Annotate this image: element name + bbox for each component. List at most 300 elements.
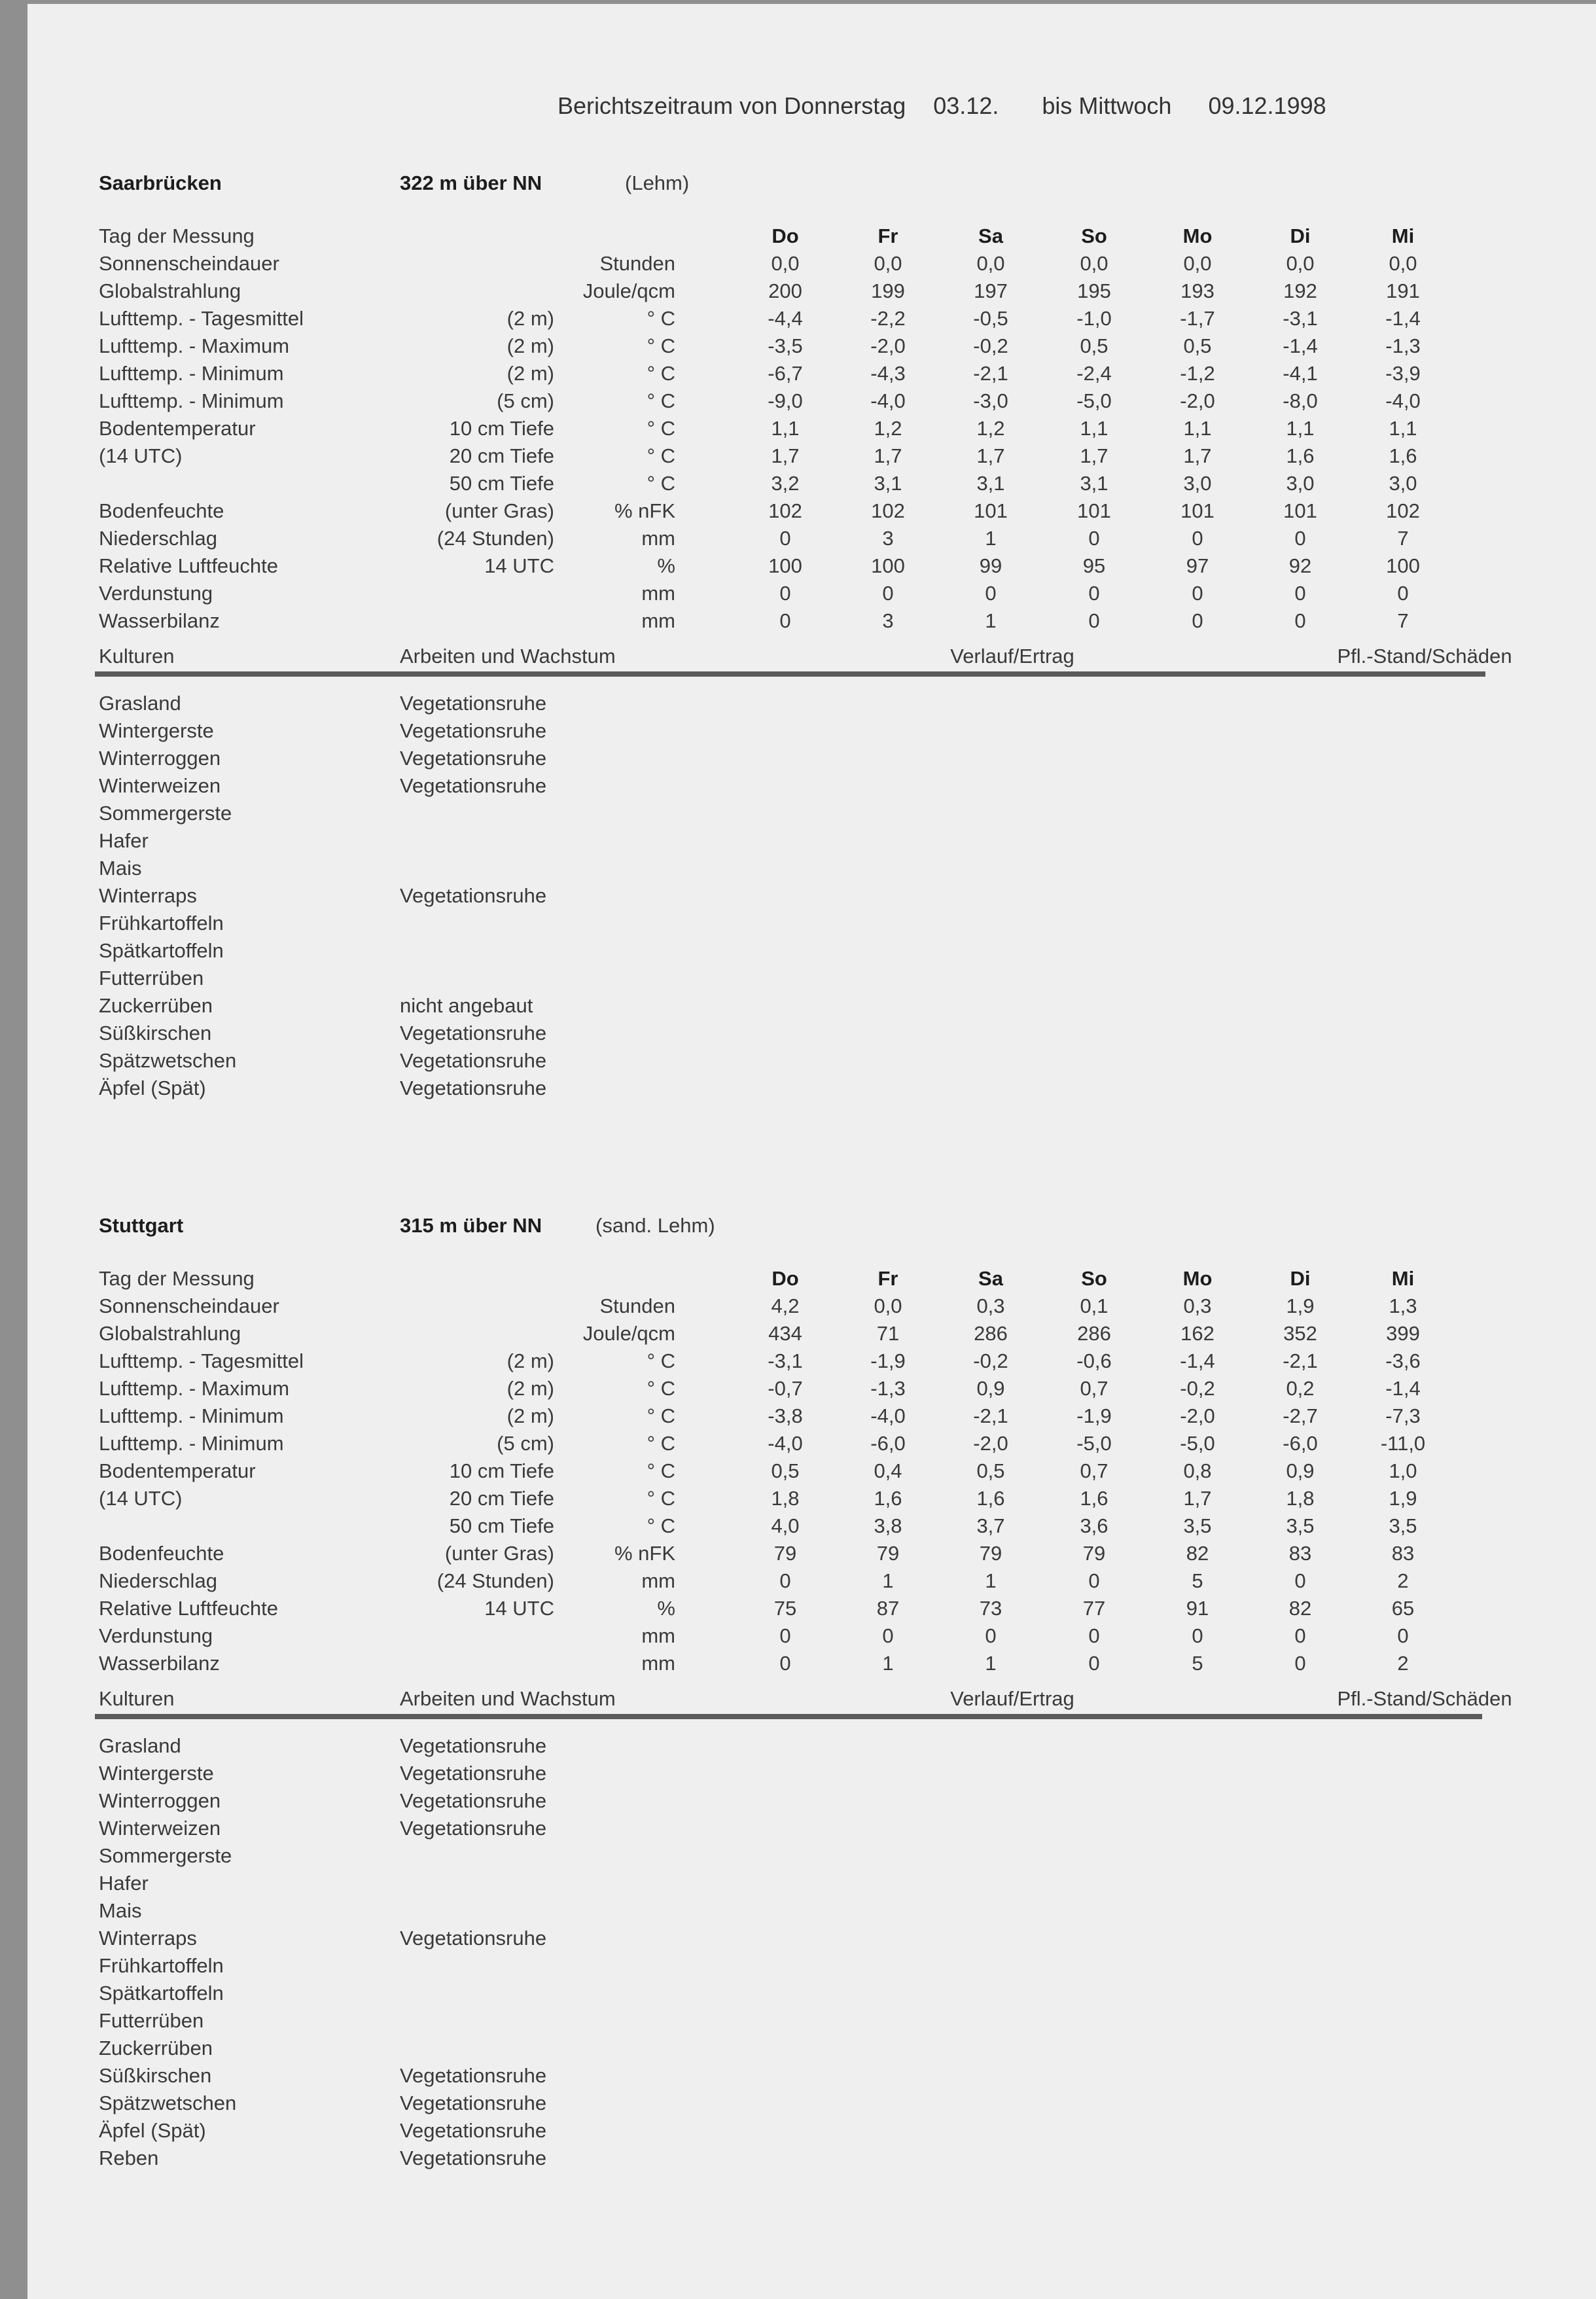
measurement-label: Relative Luftfeuchte — [99, 554, 279, 577]
measurement-qualifier: 50 cm Tiefe — [449, 472, 554, 495]
measurement-label: Niederschlag — [99, 1569, 217, 1592]
value-do: 0 — [779, 1569, 791, 1592]
value-mo: -0,2 — [1180, 1377, 1215, 1400]
crop-status: Vegetationsruhe — [400, 1927, 547, 1950]
measurement-unit: ° C — [647, 1432, 675, 1455]
crop-row — [27, 827, 1596, 855]
value-mo: 101 — [1180, 499, 1215, 522]
value-do: 0 — [779, 582, 791, 605]
measurement-label: Globalstrahlung — [99, 279, 241, 302]
crop-name: Zuckerrüben — [99, 994, 213, 1017]
crop-status: Vegetationsruhe — [400, 692, 547, 715]
value-do: -4,0 — [768, 1432, 803, 1455]
crop-row — [27, 1815, 1596, 1842]
value-di: 92 — [1288, 554, 1312, 577]
measurement-unit: ° C — [647, 1487, 675, 1510]
crop-status: Vegetationsruhe — [400, 719, 547, 742]
value-sa: 197 — [974, 279, 1008, 302]
measurement-qualifier: (5 cm) — [497, 389, 554, 412]
value-so: 195 — [1077, 279, 1111, 302]
value-mi: 2 — [1397, 1652, 1409, 1675]
crop-row — [27, 800, 1596, 827]
measurement-row — [27, 1402, 1596, 1430]
measurement-qualifier: 20 cm Tiefe — [449, 1487, 554, 1510]
measurement-label: Globalstrahlung — [99, 1322, 241, 1345]
value-mi: 0 — [1397, 582, 1409, 605]
crop-name: Spätzwetschen — [99, 1049, 237, 1072]
measurement-qualifier: 10 cm Tiefe — [449, 1459, 554, 1482]
measurement-unit: ° C — [647, 1349, 675, 1372]
measurement-qualifier: (unter Gras) — [444, 499, 554, 522]
measurement-row — [27, 1622, 1596, 1650]
value-mo: -2,0 — [1180, 389, 1215, 412]
kulturen-col-yield: Verlauf/Ertrag — [950, 645, 1074, 668]
crop-row — [27, 1952, 1596, 1980]
value-mi: 0 — [1397, 1624, 1409, 1647]
measurement-label: Lufttemp. - Minimum — [99, 389, 284, 412]
measurement-row — [27, 1567, 1596, 1595]
crop-name: Äpfel (Spät) — [99, 1077, 206, 1099]
value-do: -4,4 — [768, 307, 803, 330]
period-mid: bis Mittwoch — [1042, 92, 1172, 119]
value-so: 0,1 — [1080, 1294, 1108, 1317]
measurement-row — [27, 552, 1596, 580]
value-mo: 3,5 — [1183, 1514, 1212, 1537]
value-mo: 0,5 — [1183, 334, 1212, 357]
crop-status: Vegetationsruhe — [400, 1817, 547, 1840]
value-mo: 0,8 — [1183, 1459, 1212, 1482]
crop-name: Wintergerste — [99, 719, 214, 742]
value-so: 79 — [1082, 1542, 1106, 1565]
day-header-di: Di — [1290, 224, 1311, 247]
crop-row — [27, 1787, 1596, 1815]
value-mo: 162 — [1180, 1322, 1215, 1345]
value-fr: -4,0 — [870, 1404, 906, 1427]
value-do: 1,7 — [771, 444, 800, 467]
value-mi: 0,0 — [1389, 252, 1417, 275]
kulturen-divider — [95, 1714, 1482, 1719]
measurement-label: Bodentemperatur — [99, 1459, 256, 1482]
crop-row — [27, 1870, 1596, 1897]
value-so: 1,6 — [1080, 1487, 1108, 1510]
kulturen-col-crops: Kulturen — [99, 1687, 175, 1710]
value-so: 0,0 — [1080, 252, 1108, 275]
value-di: 0 — [1294, 527, 1306, 550]
value-mo: 5 — [1192, 1569, 1203, 1592]
value-do: 0,0 — [771, 252, 800, 275]
crop-name: Spätkartoffeln — [99, 1982, 224, 2005]
measurement-label: Bodentemperatur — [99, 417, 256, 440]
value-do: -6,7 — [768, 362, 803, 385]
value-mi: 1,3 — [1389, 1294, 1417, 1317]
kulturen-col-crops: Kulturen — [99, 645, 175, 668]
measurement-qualifier: (24 Stunden) — [436, 1569, 554, 1592]
value-so: 0,7 — [1080, 1459, 1108, 1482]
value-sa: 3,7 — [976, 1514, 1005, 1537]
value-sa: 286 — [974, 1322, 1008, 1345]
crop-row — [27, 1842, 1596, 1870]
crop-row — [27, 1760, 1596, 1787]
measurement-row — [27, 1375, 1596, 1402]
kulturen-col-yield: Verlauf/Ertrag — [950, 1687, 1074, 1710]
value-di: 192 — [1283, 279, 1317, 302]
crop-row — [27, 2007, 1596, 2035]
value-do: 0 — [779, 609, 791, 632]
value-fr: -6,0 — [870, 1432, 906, 1455]
crop-row — [27, 882, 1596, 910]
measurement-unit: % — [657, 554, 675, 577]
measurement-unit: Stunden — [599, 252, 675, 275]
value-so: 286 — [1077, 1322, 1111, 1345]
value-mo: 5 — [1192, 1652, 1203, 1675]
value-fr: 3,8 — [874, 1514, 902, 1537]
value-fr: 199 — [871, 279, 905, 302]
measurement-label: Lufttemp. - Minimum — [99, 1404, 284, 1427]
measurement-label: Lufttemp. - Tagesmittel — [99, 1349, 304, 1372]
value-do: -0,7 — [768, 1377, 803, 1400]
value-di: -3,1 — [1283, 307, 1318, 330]
day-header-sa: Sa — [978, 1267, 1003, 1290]
crop-status: Vegetationsruhe — [400, 2147, 547, 2169]
value-mi: 102 — [1386, 499, 1420, 522]
crop-row — [27, 772, 1596, 800]
measurement-qualifier: (2 m) — [506, 1404, 554, 1427]
crop-row — [27, 910, 1596, 937]
crop-row — [27, 1047, 1596, 1075]
crop-status: Vegetationsruhe — [400, 2064, 547, 2087]
value-so: -1,0 — [1076, 307, 1112, 330]
value-so: 95 — [1082, 554, 1106, 577]
measurement-row — [27, 1320, 1596, 1347]
measurement-row — [27, 442, 1596, 470]
crop-row — [27, 1897, 1596, 1925]
measurement-row — [27, 497, 1596, 525]
value-mo: 0 — [1192, 609, 1203, 632]
kulturen-header — [27, 1685, 1596, 1713]
crop-name: Wintergerste — [99, 1762, 214, 1785]
value-mi: 83 — [1391, 1542, 1415, 1565]
crop-row — [27, 690, 1596, 717]
value-sa: -2,0 — [973, 1432, 1008, 1455]
day-label: Tag der Messung — [99, 224, 255, 247]
value-di: 0 — [1294, 1569, 1306, 1592]
measurement-row — [27, 305, 1596, 332]
kulturen-col-damage: Pfl.-Stand/Schäden — [1337, 1687, 1512, 1710]
value-mo: 1,7 — [1183, 1487, 1212, 1510]
day-header-do: Do — [771, 1267, 799, 1290]
value-mi: -3,9 — [1385, 362, 1421, 385]
value-mo: 82 — [1186, 1542, 1209, 1565]
measurement-unit: mm — [641, 582, 675, 605]
crop-name: Winterroggen — [99, 747, 221, 770]
value-mi: 3,0 — [1389, 472, 1417, 495]
crop-status: Vegetationsruhe — [400, 747, 547, 770]
value-di: 0 — [1294, 582, 1306, 605]
value-fr: -4,0 — [870, 389, 906, 412]
crop-status: Vegetationsruhe — [400, 1077, 547, 1099]
measurement-label: Verdunstung — [99, 1624, 213, 1647]
day-label: Tag der Messung — [99, 1267, 255, 1290]
value-mo: -5,0 — [1180, 1432, 1215, 1455]
crop-row — [27, 1732, 1596, 1760]
day-header-so: So — [1081, 1267, 1107, 1290]
crop-row — [27, 1020, 1596, 1047]
value-fr: 0,0 — [874, 252, 902, 275]
value-sa: -0,5 — [973, 307, 1008, 330]
value-so: 3,1 — [1080, 472, 1108, 495]
station-soil: (sand. Lehm) — [595, 1214, 715, 1237]
value-sa: 0,9 — [976, 1377, 1005, 1400]
measurement-label: (14 UTC) — [99, 1487, 183, 1510]
value-do: 100 — [768, 554, 802, 577]
crop-name: Hafer — [99, 829, 149, 852]
measurement-unit: ° C — [647, 389, 675, 412]
station-soil: (Lehm) — [625, 171, 690, 194]
value-do: -3,5 — [768, 334, 803, 357]
value-mi: 7 — [1397, 609, 1409, 632]
measurement-qualifier: 14 UTC — [484, 1597, 554, 1620]
value-fr: 100 — [871, 554, 905, 577]
measurement-label: Lufttemp. - Maximum — [99, 334, 290, 357]
measurement-row — [27, 1292, 1596, 1320]
measurement-label: Bodenfeuchte — [99, 1542, 224, 1565]
measurement-qualifier: (5 cm) — [497, 1432, 554, 1455]
value-do: 4,0 — [771, 1514, 800, 1537]
crop-row — [27, 2035, 1596, 2062]
value-mi: 65 — [1391, 1597, 1415, 1620]
value-di: 1,1 — [1286, 417, 1315, 440]
report-period — [558, 89, 1326, 123]
value-so: 77 — [1082, 1597, 1106, 1620]
measurement-unit: ° C — [647, 1514, 675, 1537]
crop-name: Süßkirschen — [99, 1022, 212, 1044]
measurement-label: (14 UTC) — [99, 444, 183, 467]
crop-name: Reben — [99, 2147, 159, 2169]
value-sa: -2,1 — [973, 362, 1008, 385]
measurement-qualifier: (unter Gras) — [444, 1542, 554, 1565]
value-so: 101 — [1077, 499, 1111, 522]
measurement-unit: ° C — [647, 1404, 675, 1427]
value-mi: -1,4 — [1385, 1377, 1421, 1400]
value-do: -3,8 — [768, 1404, 803, 1427]
measurement-row — [27, 332, 1596, 360]
value-di: 0,0 — [1286, 252, 1315, 275]
value-fr: 0,0 — [874, 1294, 902, 1317]
crop-name: Hafer — [99, 1872, 149, 1895]
value-di: 82 — [1288, 1597, 1312, 1620]
crop-status: Vegetationsruhe — [400, 2092, 547, 2114]
measurement-qualifier: (2 m) — [506, 1377, 554, 1400]
value-fr: 0,4 — [874, 1459, 902, 1482]
measurement-unit: mm — [641, 527, 675, 550]
value-do: 102 — [768, 499, 802, 522]
value-sa: 1 — [985, 527, 997, 550]
value-do: 75 — [773, 1597, 797, 1620]
value-do: -9,0 — [768, 389, 803, 412]
value-so: 0 — [1088, 609, 1100, 632]
value-di: 101 — [1283, 499, 1317, 522]
value-so: 0 — [1088, 1652, 1100, 1675]
value-so: 1,1 — [1080, 417, 1108, 440]
value-sa: 0,5 — [976, 1459, 1005, 1482]
crop-row — [27, 965, 1596, 992]
value-do: 1,8 — [771, 1487, 800, 1510]
value-di: 1,6 — [1286, 444, 1315, 467]
measurement-label: Lufttemp. - Maximum — [99, 1377, 290, 1400]
kulturen-divider — [95, 671, 1485, 677]
value-so: -5,0 — [1076, 1432, 1112, 1455]
measurement-unit: ° C — [647, 307, 675, 330]
crop-row — [27, 937, 1596, 965]
crop-name: Winterraps — [99, 884, 197, 907]
measurement-unit: ° C — [647, 417, 675, 440]
value-fr: 1 — [882, 1652, 894, 1675]
crop-status: Vegetationsruhe — [400, 884, 547, 907]
value-mi: 7 — [1397, 527, 1409, 550]
measurement-row — [27, 360, 1596, 387]
crop-name: Süßkirschen — [99, 2064, 212, 2087]
value-fr: -2,0 — [870, 334, 906, 357]
measurement-unit: ° C — [647, 334, 675, 357]
value-do: 79 — [773, 1542, 797, 1565]
day-header-do: Do — [771, 224, 799, 247]
measurement-label: Lufttemp. - Minimum — [99, 1432, 284, 1455]
measurement-unit: ° C — [647, 472, 675, 495]
measurement-label: Sonnenscheindauer — [99, 1294, 279, 1317]
value-di: 0,9 — [1286, 1459, 1315, 1482]
station-name: Stuttgart — [99, 1214, 184, 1237]
measurement-unit: ° C — [647, 444, 675, 467]
measurement-unit: Joule/qcm — [582, 279, 675, 302]
crop-row — [27, 1925, 1596, 1952]
value-so: 0 — [1088, 582, 1100, 605]
value-mo: -1,7 — [1180, 307, 1215, 330]
day-header-mi: Mi — [1391, 224, 1415, 247]
value-mo: 0 — [1192, 582, 1203, 605]
value-di: 83 — [1288, 1542, 1312, 1565]
station-altitude: 322 m über NN — [400, 171, 542, 194]
value-so: 0 — [1088, 527, 1100, 550]
value-di: 1,9 — [1286, 1294, 1315, 1317]
crop-name: Äpfel (Spät) — [99, 2119, 206, 2142]
value-di: 0 — [1294, 1652, 1306, 1675]
value-so: 0,7 — [1080, 1377, 1108, 1400]
crop-name: Winterroggen — [99, 1789, 221, 1812]
crop-name: Sommergerste — [99, 1844, 232, 1867]
measurement-label: Niederschlag — [99, 527, 217, 550]
value-sa: 1 — [985, 609, 997, 632]
value-mo: 0 — [1192, 1624, 1203, 1647]
value-mo: 1,7 — [1183, 444, 1212, 467]
measurement-row — [27, 1457, 1596, 1485]
value-mo: 1,1 — [1183, 417, 1212, 440]
value-do: 1,1 — [771, 417, 800, 440]
value-fr: 3 — [882, 609, 894, 632]
measurement-label: Lufttemp. - Minimum — [99, 362, 284, 385]
day-header-sa: Sa — [978, 224, 1003, 247]
value-mi: -4,0 — [1385, 389, 1421, 412]
crop-name: Winterweizen — [99, 774, 221, 797]
value-so: 3,6 — [1080, 1514, 1108, 1537]
measurement-row — [27, 415, 1596, 442]
kulturen-col-work: Arbeiten und Wachstum — [400, 645, 616, 668]
period-end-date: 09.12.1998 — [1208, 92, 1326, 119]
value-so: -2,4 — [1076, 362, 1112, 385]
crop-status: Vegetationsruhe — [400, 774, 547, 797]
value-mi: -1,3 — [1385, 334, 1421, 357]
day-header-so: So — [1081, 224, 1107, 247]
value-do: 4,2 — [771, 1294, 800, 1317]
value-di: -6,0 — [1283, 1432, 1318, 1455]
measurement-label: Sonnenscheindauer — [99, 252, 279, 275]
value-do: 0,5 — [771, 1459, 800, 1482]
value-so: -1,9 — [1076, 1404, 1112, 1427]
value-fr: 79 — [876, 1542, 900, 1565]
crop-row — [27, 2090, 1596, 2117]
measurement-qualifier: 10 cm Tiefe — [449, 417, 554, 440]
value-mo: 193 — [1180, 279, 1215, 302]
value-do: 0 — [779, 527, 791, 550]
station-altitude: 315 m über NN — [400, 1214, 542, 1237]
measurement-row — [27, 250, 1596, 277]
value-mi: 100 — [1386, 554, 1420, 577]
measurement-unit: % — [657, 1597, 675, 1620]
crop-name: Frühkartoffeln — [99, 1954, 224, 1977]
value-so: -5,0 — [1076, 389, 1112, 412]
value-sa: 99 — [979, 554, 1002, 577]
measurement-row — [27, 1540, 1596, 1567]
value-fr: 0 — [882, 582, 894, 605]
value-do: 0 — [779, 1624, 791, 1647]
value-di: 352 — [1283, 1322, 1317, 1345]
crop-name: Mais — [99, 1899, 142, 1922]
value-mo: 97 — [1186, 554, 1209, 577]
measurement-qualifier: (2 m) — [506, 307, 554, 330]
value-di: 0 — [1294, 1624, 1306, 1647]
measurement-row — [27, 607, 1596, 635]
measurement-label: Relative Luftfeuchte — [99, 1597, 279, 1620]
value-mo: -1,4 — [1180, 1349, 1215, 1372]
value-mo: 0,3 — [1183, 1294, 1212, 1317]
crop-name: Mais — [99, 857, 142, 880]
measurement-label: Verdunstung — [99, 582, 213, 605]
value-sa: -3,0 — [973, 389, 1008, 412]
value-sa: 1 — [985, 1569, 997, 1592]
value-so: 1,7 — [1080, 444, 1108, 467]
value-mo: 3,0 — [1183, 472, 1212, 495]
measurement-row — [27, 277, 1596, 305]
value-sa: -0,2 — [973, 334, 1008, 357]
crop-name: Zuckerrüben — [99, 2037, 213, 2059]
crop-row — [27, 2145, 1596, 2172]
value-di: 3,5 — [1286, 1514, 1315, 1537]
value-sa: 1,2 — [976, 417, 1005, 440]
crop-name: Winterweizen — [99, 1817, 221, 1840]
crop-row — [27, 992, 1596, 1020]
value-fr: 102 — [871, 499, 905, 522]
kulturen-col-work: Arbeiten und Wachstum — [400, 1687, 616, 1710]
value-mi: -7,3 — [1385, 1404, 1421, 1427]
value-di: -8,0 — [1283, 389, 1318, 412]
measurement-row — [27, 1595, 1596, 1622]
measurement-qualifier: (24 Stunden) — [436, 527, 554, 550]
value-sa: 101 — [974, 499, 1008, 522]
value-di: -2,1 — [1283, 1349, 1318, 1372]
value-sa: 0 — [985, 582, 997, 605]
value-sa: -2,1 — [973, 1404, 1008, 1427]
value-mi: 1,9 — [1389, 1487, 1417, 1510]
crop-row — [27, 2062, 1596, 2090]
